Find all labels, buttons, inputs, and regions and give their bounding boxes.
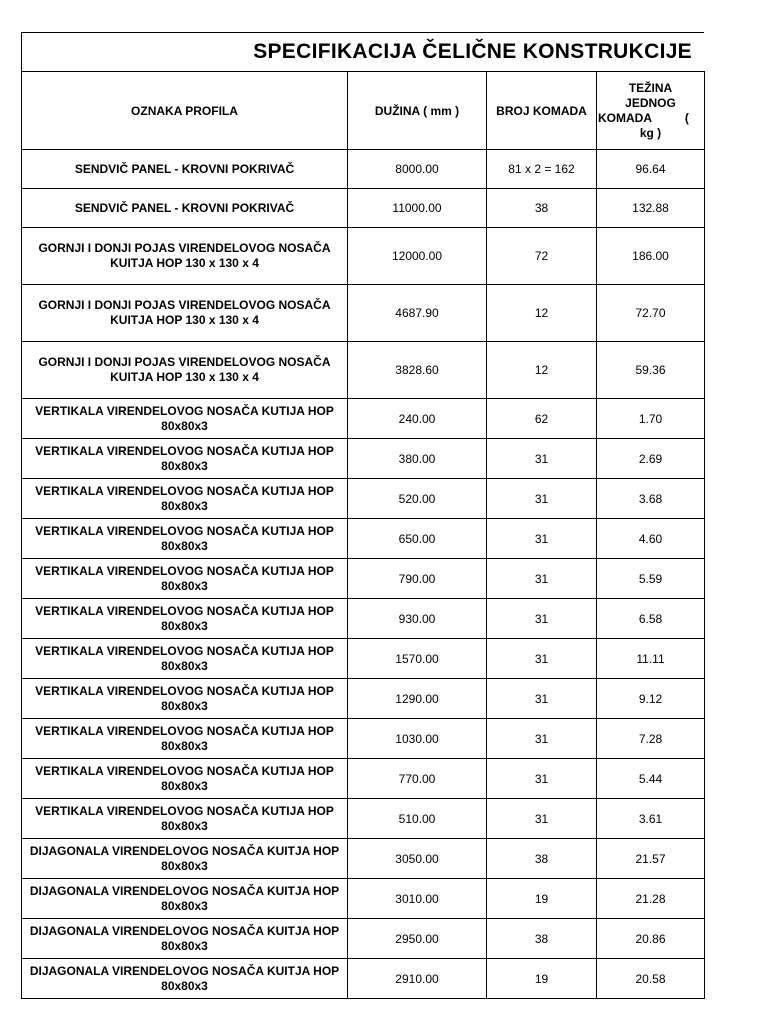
weight-cell: 5.44	[597, 759, 705, 799]
profile-cell: DIJAGONALA VIRENDELOVOG NOSAČA KUITJA HOP 80x80x3	[22, 959, 348, 999]
table-row	[22, 189, 705, 228]
table-row	[22, 479, 705, 519]
profile-cell: SENDVIČ PANEL - KROVNI POKRIVAČ	[22, 150, 348, 189]
weight-cell: 72.70	[597, 285, 705, 342]
profile-cell: VERTIKALA VIRENDELOVOG NOSAČA KUTIJA HOP 80x80x3	[22, 519, 348, 559]
weight-cell: 9.12	[597, 679, 705, 719]
profile-cell: VERTIKALA VIRENDELOVOG NOSAČA KUTIJA HOP 80x80x3	[22, 479, 348, 519]
count-cell: 31	[487, 799, 597, 839]
table-row	[22, 799, 705, 839]
length-cell: 1570.00	[348, 639, 487, 679]
table-row	[22, 599, 705, 639]
profile-cell: VERTIKALA VIRENDELOVOG NOSAČA KUTIJA HOP 80x80x3	[22, 679, 348, 719]
profile-cell: GORNJI I DONJI POJAS VIRENDELOVOG NOSAČA KUITJA HOP 130 x 130 x 4	[22, 285, 348, 342]
length-cell: 510.00	[348, 799, 487, 839]
weight-cell: 59.36	[597, 342, 705, 399]
count-cell: 31	[487, 639, 597, 679]
table-row	[22, 342, 705, 399]
length-cell: 1290.00	[348, 679, 487, 719]
count-cell: 31	[487, 759, 597, 799]
length-cell: 770.00	[348, 759, 487, 799]
spreadsheet	[21, 32, 704, 999]
profile-cell: VERTIKALA VIRENDELOVOG NOSAČA KUTIJA HOP 80x80x3	[22, 559, 348, 599]
table-row	[22, 839, 705, 879]
table-row	[22, 719, 705, 759]
count-cell: 31	[487, 519, 597, 559]
length-cell: 3010.00	[348, 879, 487, 919]
count-cell: 81 x 2 = 162	[487, 150, 597, 189]
count-cell: 38	[487, 919, 597, 959]
table-row	[22, 919, 705, 959]
profile-cell: GORNJI I DONJI POJAS VIRENDELOVOG NOSAČA KUITJA HOP 130 x 130 x 4	[22, 342, 348, 399]
page-title: SPECIFIKACIJA ČELIČNE KONSTRUKCIJE	[253, 40, 692, 63]
profile-cell: VERTIKALA VIRENDELOVOG NOSAČA KUTIJA HOP 80x80x3	[22, 759, 348, 799]
length-cell: 3050.00	[348, 839, 487, 879]
weight-cell: 6.58	[597, 599, 705, 639]
profile-cell: VERTIKALA VIRENDELOVOG NOSAČA KUTIJA HOP 80x80x3	[22, 399, 348, 439]
weight-cell: 96.64	[597, 150, 705, 189]
length-cell: 12000.00	[348, 228, 487, 285]
title-row	[21, 32, 704, 71]
length-cell: 1030.00	[348, 719, 487, 759]
weight-cell: 5.59	[597, 559, 705, 599]
profile-cell: VERTIKALA VIRENDELOVOG NOSAČA KUTIJA HOP 80x80x3	[22, 639, 348, 679]
count-cell: 31	[487, 599, 597, 639]
count-cell: 38	[487, 189, 597, 228]
count-cell: 19	[487, 959, 597, 999]
header-weight-line3: KOMADA (	[598, 110, 689, 125]
weight-cell: 1.70	[597, 399, 705, 439]
count-cell: 38	[487, 839, 597, 879]
count-cell: 12	[487, 285, 597, 342]
profile-cell: DIJAGONALA VIRENDELOVOG NOSAČA KUITJA HOP 80x80x3	[22, 879, 348, 919]
count-cell: 31	[487, 439, 597, 479]
table-row	[22, 228, 705, 285]
length-cell: 2950.00	[348, 919, 487, 959]
length-cell: 4687.90	[348, 285, 487, 342]
profile-cell: SENDVIČ PANEL - KROVNI POKRIVAČ	[22, 189, 348, 228]
header-weight-line2: JEDNOG	[625, 95, 676, 110]
table-row	[22, 759, 705, 799]
weight-cell: 186.00	[597, 228, 705, 285]
weight-cell: 7.28	[597, 719, 705, 759]
table-row	[22, 879, 705, 919]
profile-cell: DIJAGONALA VIRENDELOVOG NOSAČA KUITJA HOP 80x80x3	[22, 919, 348, 959]
header-length: DUŽINA ( mm )	[348, 72, 487, 150]
count-cell: 31	[487, 479, 597, 519]
header-weight-line1: TEŽINA	[628, 80, 673, 95]
length-cell: 380.00	[348, 439, 487, 479]
length-cell: 650.00	[348, 519, 487, 559]
table-row	[22, 519, 705, 559]
table-row	[22, 959, 705, 999]
table-row	[22, 285, 705, 342]
header-profile: OZNAKA PROFILA	[22, 72, 348, 150]
weight-cell: 2.69	[597, 439, 705, 479]
weight-cell: 11.11	[597, 639, 705, 679]
count-cell: 62	[487, 399, 597, 439]
header-row	[22, 72, 705, 150]
count-cell: 31	[487, 719, 597, 759]
count-cell: 19	[487, 879, 597, 919]
table-row	[22, 399, 705, 439]
weight-cell: 3.61	[597, 799, 705, 839]
profile-cell: VERTIKALA VIRENDELOVOG NOSAČA KUTIJA HOP 80x80x3	[22, 719, 348, 759]
profile-cell: GORNJI I DONJI POJAS VIRENDELOVOG NOSAČA KUITJA HOP 130 x 130 x 4	[22, 228, 348, 285]
header-weight	[597, 72, 705, 150]
table-body	[22, 150, 705, 999]
weight-cell: 21.57	[597, 839, 705, 879]
specification-table	[21, 71, 705, 999]
table-row	[22, 679, 705, 719]
count-cell: 72	[487, 228, 597, 285]
table-row	[22, 559, 705, 599]
weight-cell: 3.68	[597, 479, 705, 519]
count-cell: 31	[487, 559, 597, 599]
count-cell: 12	[487, 342, 597, 399]
length-cell: 790.00	[348, 559, 487, 599]
length-cell: 240.00	[348, 399, 487, 439]
table-row	[22, 639, 705, 679]
length-cell: 3828.60	[348, 342, 487, 399]
profile-cell: VERTIKALA VIRENDELOVOG NOSAČA KUTIJA HOP 80x80x3	[22, 599, 348, 639]
profile-cell: DIJAGONALA VIRENDELOVOG NOSAČA KUITJA HOP 80x80x3	[22, 839, 348, 879]
table-row	[22, 439, 705, 479]
weight-cell: 21.28	[597, 879, 705, 919]
length-cell: 930.00	[348, 599, 487, 639]
weight-cell: 20.58	[597, 959, 705, 999]
weight-cell: 4.60	[597, 519, 705, 559]
length-cell: 2910.00	[348, 959, 487, 999]
length-cell: 11000.00	[348, 189, 487, 228]
weight-cell: 132.88	[597, 189, 705, 228]
table-row	[22, 150, 705, 189]
header-weight-line4: kg )	[639, 125, 662, 140]
length-cell: 8000.00	[348, 150, 487, 189]
header-count: BROJ KOMADA	[487, 72, 597, 150]
profile-cell: VERTIKALA VIRENDELOVOG NOSAČA KUTIJA HOP 80x80x3	[22, 799, 348, 839]
count-cell: 31	[487, 679, 597, 719]
weight-cell: 20.86	[597, 919, 705, 959]
length-cell: 520.00	[348, 479, 487, 519]
profile-cell: VERTIKALA VIRENDELOVOG NOSAČA KUTIJA HOP 80x80x3	[22, 439, 348, 479]
